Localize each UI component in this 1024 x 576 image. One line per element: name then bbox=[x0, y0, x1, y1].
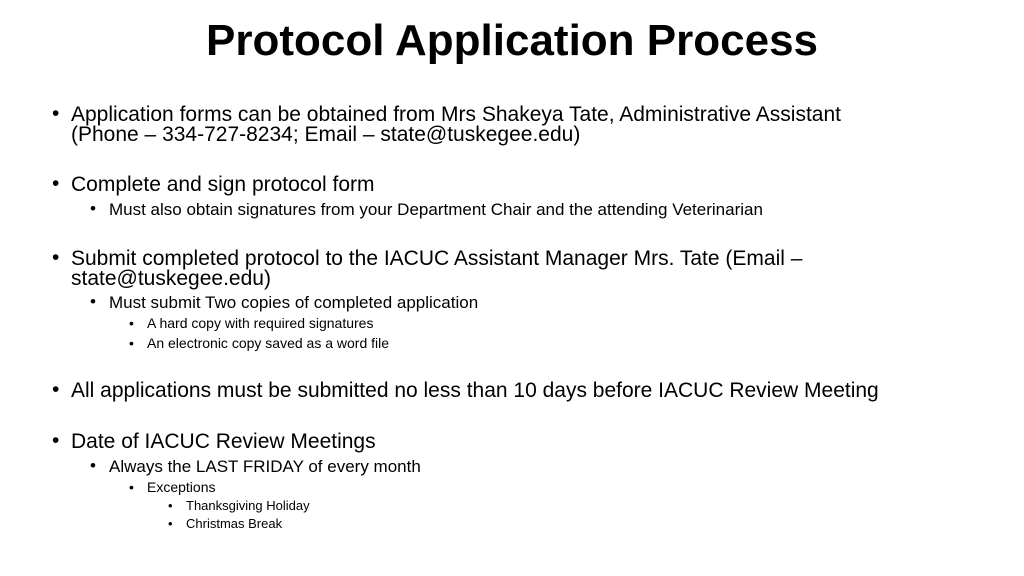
list-subitem-text: Always the LAST FRIDAY of every month bbox=[109, 457, 421, 476]
list-item-text: (Phone – 334-727-8234; Email – state@tuskegee.edu) bbox=[71, 123, 581, 146]
bullet-icon: • bbox=[129, 479, 134, 495]
list-subitem-text: Must also obtain signatures from your Department Chair and the attending Veterinarian bbox=[109, 200, 763, 219]
list-subitem-text: Exceptions bbox=[147, 479, 216, 495]
bullet-icon: • bbox=[129, 335, 134, 351]
bullet-icon: • bbox=[168, 516, 173, 531]
list-item-text: All applications must be submitted no less than 10 days before IACUC Review Meeting bbox=[71, 379, 879, 402]
bullet-icon: • bbox=[52, 246, 60, 269]
list-item-text: Application forms can be obtained from Mrs Shakeya Tate, Administrative Assistant bbox=[71, 103, 841, 126]
list-subitem-text: Christmas Break bbox=[186, 516, 283, 531]
list-subitem-text: Thanksgiving Holiday bbox=[186, 498, 310, 513]
list-subitem-text: A hard copy with required signatures bbox=[147, 315, 374, 331]
list-subitem-text: Must submit Two copies of completed application bbox=[109, 293, 479, 312]
slide-title: Protocol Application Process bbox=[205, 16, 819, 65]
bullet-icon: • bbox=[129, 315, 134, 331]
bullet-icon: • bbox=[90, 199, 96, 218]
bullet-icon: • bbox=[52, 429, 60, 452]
bullet-icon: • bbox=[90, 456, 96, 475]
bullet-icon: • bbox=[168, 498, 173, 513]
list-item-text: Submit completed protocol to the IACUC Assistant Manager Mrs. Tate (Email – bbox=[71, 247, 803, 270]
bullet-icon: • bbox=[90, 292, 96, 311]
bullet-icon: • bbox=[52, 172, 60, 195]
bullet-icon: • bbox=[52, 378, 60, 401]
list-subitem-text: An electronic copy saved as a word file bbox=[147, 335, 390, 351]
list-item-text: Complete and sign protocol form bbox=[71, 173, 375, 196]
list-item-text: Date of IACUC Review Meetings bbox=[71, 430, 376, 453]
list-item-text: state@tuskegee.edu) bbox=[71, 267, 271, 290]
bullet-icon: • bbox=[52, 102, 60, 125]
